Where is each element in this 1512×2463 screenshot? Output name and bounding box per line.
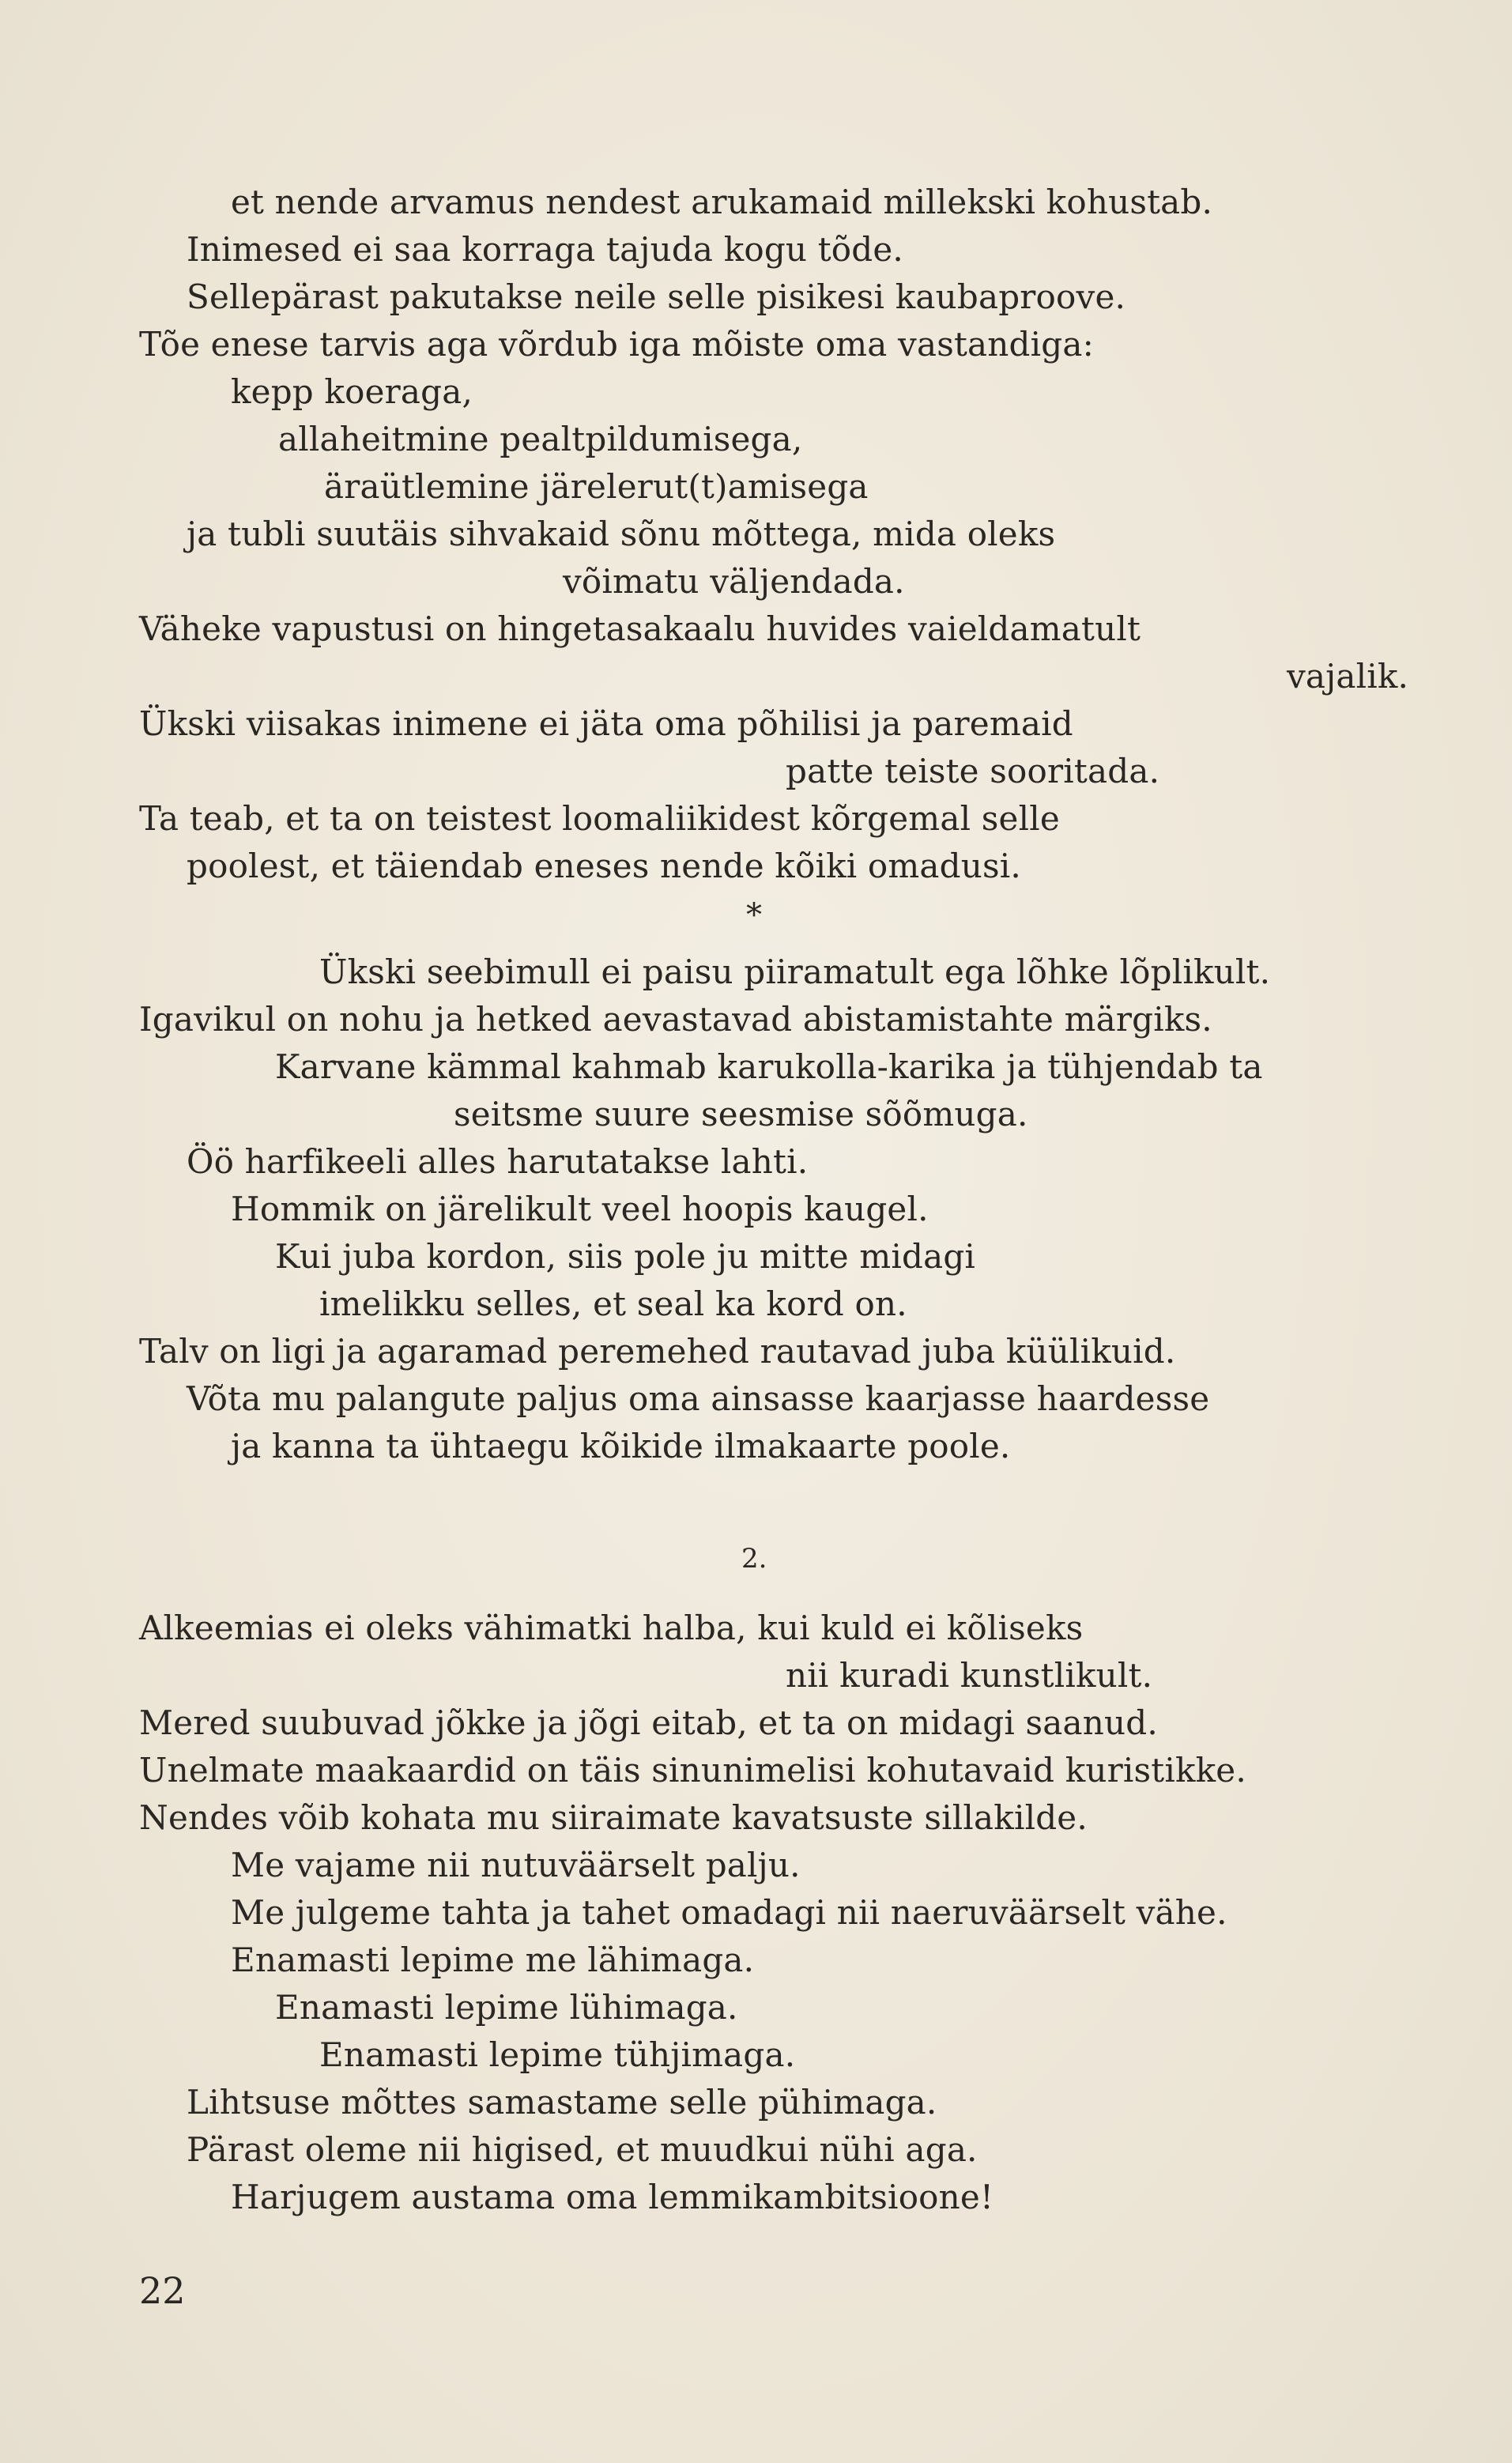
text-line: Ükski seebimull ei paisu piiramatult ega lõhke lõplikult.: [319, 952, 1271, 991]
text-line: Alkeemias ei oleks vähimatki halba, kui kuld ei kõliseks: [139, 1609, 1084, 1647]
text-line: Kui juba kordon, siis pole ju mitte midagi: [275, 1237, 976, 1276]
text-line: et nende arvamus nendest arukamaid millekski kohustab.: [231, 183, 1213, 221]
text-line: ja kanna ta ühtaegu kõikide ilmakaarte poole.: [231, 1427, 1011, 1465]
text-line: Ükski viisakas inimene ei jäta oma põhilisi ja paremaid: [139, 704, 1073, 743]
text-line: imelikku selles, et seal ka kord on.: [319, 1284, 907, 1323]
text-line: ja tubli suutäis sihvakaid sõnu mõttega, mida oleks: [187, 515, 1056, 553]
text-line: vajalik.: [1287, 657, 1409, 696]
text-line: Võta mu palangute paljus oma ainsasse kaarjasse haardesse: [187, 1379, 1210, 1418]
text-line: patte teiste sooritada.: [786, 752, 1160, 790]
text-line: Enamasti lepime me lähimaga.: [231, 1941, 755, 1979]
text-line: nii kuradi kunstlikult.: [786, 1656, 1153, 1695]
text-line: seitsme suure seesmise sõõmuga.: [454, 1095, 1028, 1133]
text-line: Tõe enese tarvis aga võrdub iga mõiste oma vastandiga:: [139, 325, 1094, 364]
text-line: Harjugem austama oma lemmikambitsioone!: [231, 2178, 994, 2216]
text-line: Me vajame nii nutuväärselt palju.: [231, 1846, 801, 1884]
text-line: Enamasti lepime tühjimaga.: [319, 2035, 796, 2074]
text-line: kepp koeraga,: [231, 372, 473, 411]
text-line: Talv on ligi ja agaramad peremehed rautavad juba küülikuid.: [139, 1332, 1176, 1371]
text-line: Nendes võib kohata mu siiraimate kavatsuste sillakilde.: [139, 1798, 1088, 1837]
text-line: Inimesed ei saa korraga tajuda kogu tõde.: [187, 230, 903, 269]
text-line: Öö harfikeeli alles harutatakse lahti.: [187, 1142, 809, 1181]
text-line: Ta teab, et ta on teistest loomaliikidest kõrgemal selle: [139, 799, 1060, 838]
text-line: Hommik on järelikult veel hoopis kaugel.: [231, 1190, 929, 1228]
text-line: Pärast oleme nii higised, et muudkui nühi aga.: [187, 2130, 978, 2169]
text-line: Me julgeme tahta ja tahet omadagi nii naeruväärselt vähe.: [231, 1893, 1227, 1932]
text-line: poolest, et täiendab eneses nende kõiki omadusi.: [187, 847, 1021, 885]
text-line: Väheke vapustusi on hingetasakaalu huvides vaieldamatult: [139, 609, 1141, 648]
text-line: äraütlemine järelerut(t)amisega: [324, 467, 869, 506]
text-line: Igavikul on nohu ja hetked aevastavad abistamistahte märgiks.: [139, 1000, 1212, 1039]
text-line: Unelmate maakaardid on täis sinunimelisi kohutavaid kuristikke.: [139, 1751, 1246, 1790]
text-line: Karvane kämmal kahmab karukolla-karika ja tühjendab ta: [275, 1047, 1263, 1086]
text-line: Sellepärast pakutakse neile selle pisikesi kaubaproove.: [187, 277, 1126, 316]
text-line: Lihtsuse mõttes samastame selle pühimaga.: [187, 2083, 937, 2122]
page-number: 22: [139, 2269, 186, 2312]
section-number: 2.: [741, 1543, 767, 1575]
text-line: võimatu väljendada.: [563, 562, 905, 601]
text-line: Mered suubuvad jõkke ja jõgi eitab, et ta on midagi saanud.: [139, 1703, 1158, 1742]
text-line: Enamasti lepime lühimaga.: [275, 1988, 738, 2027]
section-separator-asterisk: *: [746, 897, 762, 934]
text-line: allaheitmine pealtpildumisega,: [278, 420, 803, 458]
